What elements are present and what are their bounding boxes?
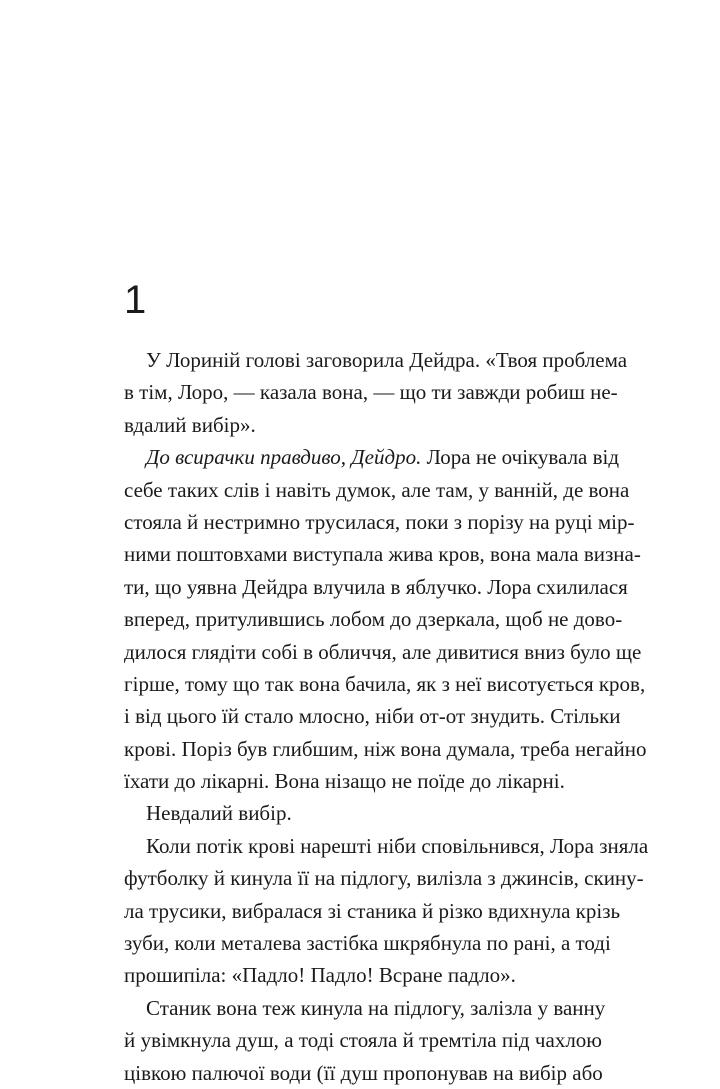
chapter-text <box>124 344 649 1089</box>
text-line: вперед, притулившись лобом до дзеркала, щоб не дово- <box>124 607 623 632</box>
text-line: крові. Поріз був глибшим, ніж вона думала, треба негайно <box>124 736 647 761</box>
italic-phrase: До всирачки правдиво, Дейдро. <box>146 445 422 470</box>
text-line: ними поштовхами виступала жива кров, вона мала визна- <box>124 542 641 567</box>
text-line: дилося глядіти собі в обличчя, але дивитися вниз було ще <box>124 639 642 664</box>
text-line: ти, що уявна Дейдра влучила в яблучко. Лора схилилася <box>124 574 628 599</box>
text-line: й увімкнула душ, а тоді стояла й тремтіла під чахлою <box>124 1028 602 1053</box>
text-line: себе таких слів і навіть думок, але там, у ванній, де вона <box>124 477 630 502</box>
text-line: їхати до лікарні. Вона нізащо не поїде до лікарні. <box>124 769 565 794</box>
text-line: У Лориній голові заговорила Дейдра. «Твоя проблема <box>146 348 628 372</box>
text-line <box>124 441 620 473</box>
text-line: стояла й нестримно трусилася, поки з порізу на руці мір- <box>124 509 635 534</box>
text-line: прошипіла: «Падло! Падло! Всране падло». <box>124 963 516 988</box>
text-line: футболку й кинула її на підлогу, вилізла з джинсів, скину- <box>124 866 644 891</box>
chapter-number: 1 <box>124 278 147 322</box>
text-fragment: Лора не очікувала від <box>421 445 620 470</box>
text-line: ла трусики, вибралася зі станика й різко вдихнула крізь <box>124 898 621 923</box>
text-line: в тім, Лоро, — казала вона, — що ти завжди робиш не- <box>124 380 618 405</box>
text-line: вдалий вибір». <box>124 412 256 437</box>
text-line: цівкою палючої води (її душ пропонував на вибір або <box>124 1060 603 1085</box>
text-line: Станик вона теж кинула на підлогу, залізла у ванну <box>146 995 606 1020</box>
text-line: Коли потік крові нарешті ніби сповільнився, Лора зняла <box>146 833 649 858</box>
text-line: гірше, тому що так вона бачила, як з неї висотується кров, <box>124 671 646 696</box>
text-line: і від цього їй стало млосно, ніби от-от знудить. Стільки <box>124 704 621 729</box>
text-line: Невдалий вибір. <box>146 801 292 826</box>
text-line: зуби, коли металева застібка шкрябнула по рані, а тоді <box>124 931 611 956</box>
